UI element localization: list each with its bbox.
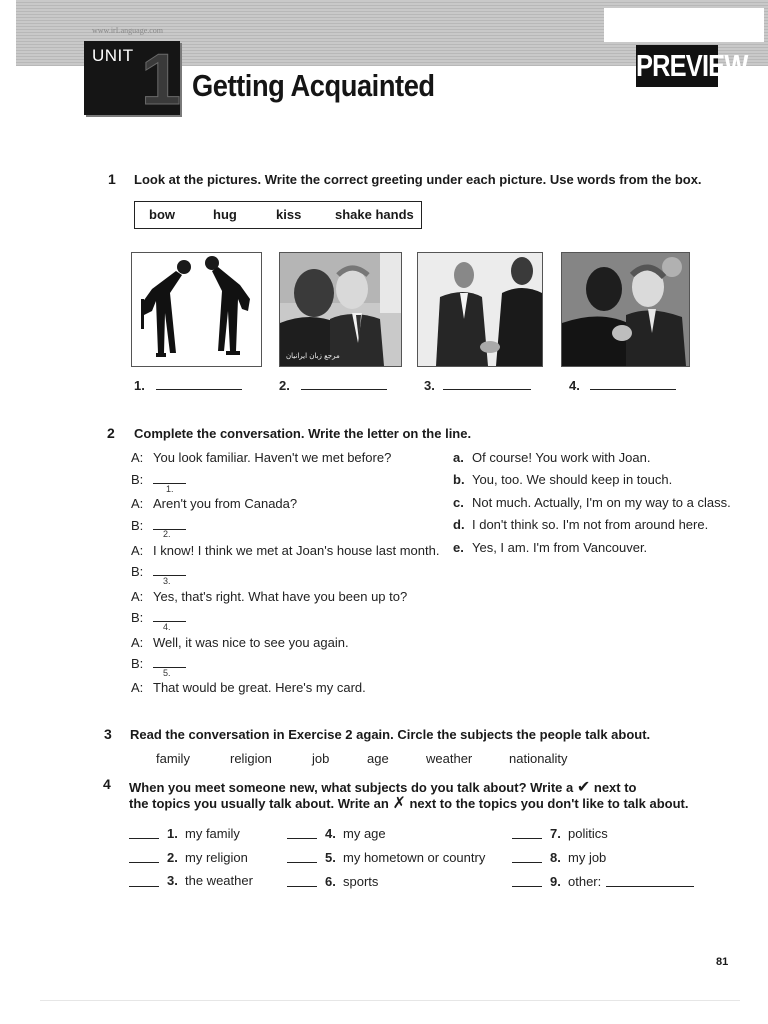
option-text: Not much. Actually, I'm on my way to a class. [472,495,731,510]
speaker-label: A: [131,450,144,465]
photo-caption: مرجع زبان ایرانیان [286,352,340,360]
exercise-4-number: 4 [103,776,111,792]
topic-blank[interactable] [512,838,542,839]
blank-number: 3. [163,576,171,586]
instruction-text: When you meet someone new, what subjects do you talk about? Write a [129,780,574,795]
answer-label: 2. [279,378,290,393]
topic-number: 3. [167,873,178,888]
blank-number: 5. [163,668,171,678]
x-icon: ✗ [392,795,406,812]
exercise-3-number: 3 [104,726,112,742]
topic-number: 5. [325,850,336,865]
speaker-label: B: [131,564,144,579]
conversation-line: That would be great. Here's my card. [153,680,366,695]
exercise-4-instruction-line-2 [129,793,688,813]
topic-number: 9. [550,874,561,889]
option-text: Of course! You work with Joan. [472,450,651,465]
topic-blank[interactable] [287,862,317,863]
check-icon: ✔ [576,779,591,796]
topic-label: my religion [185,850,248,865]
answer-line[interactable] [156,389,242,390]
topic-blank[interactable] [129,862,159,863]
word-box-item: hug [213,207,237,222]
conversation-line: Aren't you from Canada? [153,496,298,511]
topic-blank[interactable] [129,886,159,887]
topic-number: 8. [550,850,561,865]
unit-number: 1 [141,40,182,120]
option-letter: c. [453,495,464,510]
speaker-label: B: [131,656,144,671]
other-topic-blank[interactable] [606,886,694,887]
hug-photo [561,252,690,367]
topic-label: sports [343,874,379,889]
option-letter: d. [453,517,465,532]
topic-number: 7. [550,826,561,841]
topic-blank[interactable] [129,838,159,839]
subject-option[interactable]: job [312,751,330,766]
exercise-2-instruction: Complete the conversation. Write the letter on the line. [134,426,472,441]
page-number: 81 [716,956,729,968]
topic-blank[interactable] [512,886,542,887]
option-letter: e. [453,540,464,555]
word-box-item: bow [149,207,175,222]
conversation-line: Well, it was nice to see you again. [153,635,349,650]
speaker-label: B: [131,472,144,487]
topic-number: 2. [167,850,178,865]
word-box [134,201,422,229]
option-letter: b. [453,472,465,487]
option-text: I don't think so. I'm not from around here. [472,517,709,532]
topic-label: my age [343,826,386,841]
exercise-2-number: 2 [107,425,115,441]
topic-label: other: [568,874,602,889]
option-text: Yes, I am. I'm from Vancouver. [472,540,648,555]
topic-label: my hometown or country [343,850,486,865]
topic-label: politics [568,826,608,841]
watermark-url: www.irLanguage.com [92,26,164,35]
subject-option[interactable]: family [156,751,190,766]
subject-option[interactable]: weather [426,751,473,766]
topic-label: the weather [185,873,253,888]
subject-option[interactable]: religion [230,751,272,766]
conversation-line: Yes, that's right. What have you been up to? [153,589,408,604]
speaker-label: A: [131,680,144,695]
speaker-label: B: [131,610,144,625]
header-notch [604,8,764,42]
exercise-3-instruction: Read the conversation in Exercise 2 again. Circle the subjects the people talk about. [130,727,651,742]
page-title: Getting Acquainted [192,68,435,103]
topic-blank[interactable] [287,838,317,839]
option-text: You, too. We should keep in touch. [472,472,673,487]
option-letter: a. [453,450,464,465]
topic-number: 1. [167,826,178,841]
subject-option[interactable]: nationality [509,751,568,766]
answer-line[interactable] [301,389,387,390]
answer-label: 1. [134,378,145,393]
preview-stamp: PREVIEW [636,45,718,87]
instruction-text: next to the topics you don't like to talk about. [409,796,689,811]
blank-number: 2. [163,529,171,539]
exercise-1-number: 1 [108,171,116,187]
kissing-people-photo [279,252,402,367]
subject-option[interactable]: age [367,751,389,766]
handshake-photo [417,252,543,367]
topic-label: my job [568,850,607,865]
topic-number: 6. [325,874,336,889]
speaker-label: A: [131,543,144,558]
answer-label: 4. [569,378,580,393]
instruction-text: next to [593,780,637,795]
conversation-line: You look familiar. Haven't we met before? [153,450,392,465]
speaker-label: A: [131,589,144,604]
word-box-item: kiss [276,207,302,222]
footer-divider [40,1000,740,1001]
topic-number: 4. [325,826,336,841]
blank-number: 4. [163,622,171,632]
speaker-label: A: [131,635,144,650]
topic-label: my family [185,826,240,841]
exercise-1-instruction: Look at the pictures. Write the correct greeting under each picture. Use words from the box. [134,172,702,187]
blank-number: 1. [166,484,174,494]
unit-label: UNIT [92,46,134,65]
topic-blank[interactable] [287,886,317,887]
instruction-text: the topics you usually talk about. Write an [129,796,389,811]
speaker-label: B: [131,518,144,533]
conversation-line: I know! I think we met at Joan's house last month. [153,543,440,558]
bowing-people-photo [131,252,262,367]
answer-line[interactable] [590,389,676,390]
speaker-label: A: [131,496,144,511]
topic-blank[interactable] [512,862,542,863]
answer-line[interactable] [443,389,531,390]
word-box-item: shake hands [335,207,414,222]
answer-label: 3. [424,378,435,393]
